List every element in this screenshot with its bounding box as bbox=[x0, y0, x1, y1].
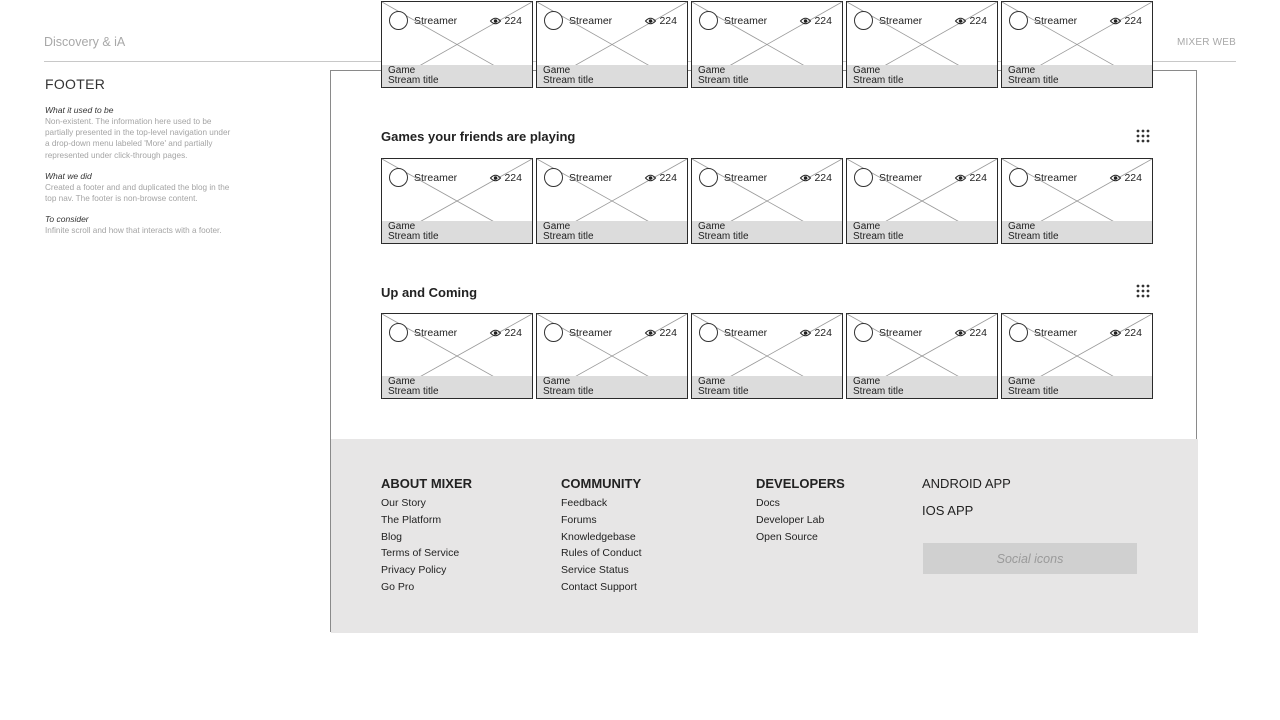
eye-icon bbox=[955, 17, 966, 25]
game-name: Game bbox=[1008, 65, 1036, 76]
footer-link[interactable]: Our Story bbox=[381, 497, 426, 509]
stream-title: Stream title bbox=[388, 75, 439, 86]
stream-title: Stream title bbox=[853, 75, 904, 86]
stream-title: Stream title bbox=[543, 231, 594, 242]
wireframe-viewport bbox=[330, 15, 1197, 632]
streamer-avatar bbox=[544, 11, 563, 30]
grid-view-icon[interactable] bbox=[1136, 129, 1150, 143]
viewer-count-value: 224 bbox=[659, 172, 677, 184]
stream-card[interactable] bbox=[691, 313, 843, 399]
stream-row-partial bbox=[381, 1, 1153, 88]
viewer-count bbox=[490, 327, 522, 339]
section-title-up-and-coming: Up and Coming bbox=[381, 285, 478, 300]
eye-icon bbox=[800, 17, 811, 25]
card-caption bbox=[847, 376, 997, 398]
streamer-avatar bbox=[1009, 11, 1028, 30]
streamer-name: Streamer bbox=[569, 327, 613, 339]
footer-link[interactable]: Rules of Conduct bbox=[561, 547, 642, 560]
game-name: Game bbox=[853, 376, 881, 387]
streamer-avatar bbox=[1009, 323, 1028, 342]
viewer-count-value: 224 bbox=[504, 172, 522, 184]
viewer-count bbox=[645, 15, 677, 27]
streamer-name: Streamer bbox=[569, 15, 613, 27]
game-name: Game bbox=[543, 376, 571, 387]
viewer-count bbox=[1110, 172, 1142, 184]
card-caption bbox=[382, 65, 532, 87]
stream-card[interactable] bbox=[846, 158, 998, 244]
stream-title: Stream title bbox=[388, 386, 439, 397]
footer-column-developers bbox=[756, 476, 845, 545]
stream-card[interactable] bbox=[536, 158, 688, 244]
annotation-panel bbox=[45, 76, 231, 246]
note-changes bbox=[45, 171, 231, 204]
game-name: Game bbox=[853, 221, 881, 232]
note-body: Non-existent. The information here used to be partially presented in the top-level navigation under a drop-down menu labeled 'More' and partially represented under click-through pages. bbox=[45, 117, 231, 160]
streamer-avatar bbox=[699, 323, 718, 342]
stream-title: Stream title bbox=[1008, 386, 1059, 397]
viewer-count bbox=[1110, 327, 1142, 339]
viewer-count-value: 224 bbox=[659, 327, 677, 339]
streamer-name: Streamer bbox=[1034, 327, 1078, 339]
viewer-count bbox=[490, 15, 522, 27]
streamer-avatar bbox=[389, 11, 408, 30]
streamer-name: Streamer bbox=[569, 172, 613, 184]
viewer-count-value: 224 bbox=[969, 15, 987, 27]
note-heading: What it used to be bbox=[45, 105, 114, 115]
annotation-title: FOOTER bbox=[45, 76, 106, 92]
note-heading: To consider bbox=[45, 214, 89, 225]
viewer-count-value: 224 bbox=[814, 172, 832, 184]
eye-icon bbox=[800, 329, 811, 337]
stream-row-friends bbox=[381, 158, 1153, 244]
eye-icon bbox=[490, 174, 501, 182]
eye-icon bbox=[1110, 17, 1121, 25]
stream-card[interactable] bbox=[1001, 313, 1153, 399]
streamer-name: Streamer bbox=[724, 15, 768, 27]
streamer-name: Streamer bbox=[414, 15, 458, 27]
eye-icon bbox=[955, 329, 966, 337]
game-name: Game bbox=[1008, 376, 1036, 387]
stream-card[interactable] bbox=[536, 1, 688, 88]
game-name: Game bbox=[853, 65, 881, 76]
stream-card[interactable] bbox=[846, 1, 998, 88]
streamer-name: Streamer bbox=[414, 327, 458, 339]
stream-title: Stream title bbox=[543, 386, 594, 397]
slide-title: Discovery & iA bbox=[44, 35, 126, 49]
footer-heading: ABOUT MIXER bbox=[381, 476, 472, 491]
viewer-count bbox=[800, 172, 832, 184]
stream-title: Stream title bbox=[853, 386, 904, 397]
viewer-count-value: 224 bbox=[504, 15, 522, 27]
streamer-avatar bbox=[1009, 168, 1028, 187]
eye-icon bbox=[645, 17, 656, 25]
viewer-count-value: 224 bbox=[814, 327, 832, 339]
social-icons-placeholder[interactable]: Social icons bbox=[923, 543, 1137, 574]
streamer-name: Streamer bbox=[879, 327, 923, 339]
game-name: Game bbox=[1008, 221, 1036, 232]
game-name: Game bbox=[388, 65, 416, 76]
viewer-count bbox=[645, 327, 677, 339]
ios-app-link[interactable]: IOS APP bbox=[922, 503, 974, 518]
stream-title: Stream title bbox=[1008, 231, 1059, 242]
stream-card[interactable] bbox=[691, 1, 843, 88]
viewer-count-value: 224 bbox=[504, 327, 522, 339]
footer-heading: DEVELOPERS bbox=[756, 476, 845, 491]
streamer-avatar bbox=[544, 323, 563, 342]
footer-link[interactable]: Privacy Policy bbox=[381, 564, 447, 577]
stream-title: Stream title bbox=[698, 75, 749, 86]
section-title-friends: Games your friends are playing bbox=[381, 129, 576, 144]
android-app-link[interactable]: ANDROID APP bbox=[922, 476, 1011, 491]
stream-title: Stream title bbox=[1008, 75, 1059, 86]
footer-link[interactable]: Blog bbox=[381, 530, 403, 543]
viewer-count bbox=[645, 172, 677, 184]
streamer-name: Streamer bbox=[1034, 15, 1078, 27]
note-body: Created a footer and and duplicated the blog in the top nav. The footer is non-browse content. bbox=[45, 182, 230, 204]
eye-icon bbox=[1110, 329, 1121, 337]
footer-link[interactable]: Terms of Service bbox=[381, 547, 460, 560]
stream-card[interactable] bbox=[381, 158, 533, 244]
note-body: Infinite scroll and how that interacts with a footer. bbox=[45, 226, 222, 236]
viewer-count bbox=[955, 15, 987, 27]
stream-title: Stream title bbox=[698, 231, 749, 242]
viewer-count-value: 224 bbox=[814, 15, 832, 27]
streamer-avatar bbox=[389, 323, 408, 342]
footer-column-about bbox=[381, 476, 472, 596]
viewer-count bbox=[955, 172, 987, 184]
eye-icon bbox=[645, 329, 656, 337]
streamer-avatar bbox=[854, 11, 873, 30]
card-caption bbox=[692, 65, 842, 87]
stream-card[interactable] bbox=[381, 313, 533, 399]
streamer-name: Streamer bbox=[724, 327, 768, 339]
grid-view-icon[interactable] bbox=[1136, 284, 1150, 298]
viewer-count bbox=[800, 327, 832, 339]
note-heading: What we did bbox=[45, 170, 92, 181]
eye-icon bbox=[490, 17, 501, 25]
footer-link[interactable]: Forums bbox=[561, 513, 597, 526]
stream-title: Stream title bbox=[698, 386, 749, 397]
stream-card[interactable] bbox=[691, 158, 843, 244]
viewer-count-value: 224 bbox=[659, 15, 677, 27]
viewer-count bbox=[1110, 15, 1142, 27]
game-name: Game bbox=[543, 221, 571, 232]
game-name: Game bbox=[698, 376, 726, 387]
card-caption bbox=[847, 221, 997, 243]
slide-tag: MIXER WEB bbox=[1176, 37, 1236, 48]
card-caption bbox=[537, 221, 687, 243]
footer-link[interactable]: Service Status bbox=[561, 564, 629, 577]
footer-column-community bbox=[561, 476, 642, 596]
stream-row-up-and-coming bbox=[381, 313, 1153, 399]
footer-link[interactable]: The Platform bbox=[381, 513, 442, 526]
game-name: Game bbox=[698, 65, 726, 76]
stream-card[interactable] bbox=[1001, 158, 1153, 244]
streamer-avatar bbox=[389, 168, 408, 187]
card-caption bbox=[382, 376, 532, 398]
viewer-count bbox=[955, 327, 987, 339]
game-name: Game bbox=[388, 221, 416, 232]
eye-icon bbox=[1110, 174, 1121, 182]
footer-link[interactable]: Go Pro bbox=[381, 580, 415, 593]
streamer-avatar bbox=[699, 168, 718, 187]
viewer-count bbox=[490, 172, 522, 184]
streamer-avatar bbox=[854, 323, 873, 342]
card-caption bbox=[537, 376, 687, 398]
card-caption bbox=[692, 221, 842, 243]
card-caption bbox=[847, 65, 997, 87]
eye-icon bbox=[645, 174, 656, 182]
site-footer bbox=[331, 439, 1198, 633]
card-caption bbox=[1002, 65, 1152, 87]
stream-title: Stream title bbox=[543, 75, 594, 86]
footer-heading: COMMUNITY bbox=[561, 476, 642, 491]
stream-card[interactable] bbox=[1001, 1, 1153, 88]
viewer-count-value: 224 bbox=[1124, 15, 1142, 27]
game-name: Game bbox=[388, 376, 416, 387]
stream-card[interactable] bbox=[536, 313, 688, 399]
footer-link[interactable]: Feedback bbox=[561, 497, 608, 509]
eye-icon bbox=[800, 174, 811, 182]
streamer-name: Streamer bbox=[414, 172, 458, 184]
streamer-name: Streamer bbox=[879, 172, 923, 184]
card-caption bbox=[382, 221, 532, 243]
streamer-avatar bbox=[854, 168, 873, 187]
viewer-count bbox=[800, 15, 832, 27]
stream-card[interactable] bbox=[846, 313, 998, 399]
eye-icon bbox=[490, 329, 501, 337]
footer-link[interactable]: Developer Lab bbox=[756, 513, 825, 526]
card-caption bbox=[1002, 221, 1152, 243]
viewer-count-value: 224 bbox=[969, 327, 987, 339]
streamer-avatar bbox=[544, 168, 563, 187]
stream-title: Stream title bbox=[388, 231, 439, 242]
game-name: Game bbox=[698, 221, 726, 232]
game-name: Game bbox=[543, 65, 571, 76]
footer-link[interactable]: Knowledgebase bbox=[561, 530, 636, 543]
viewer-count-value: 224 bbox=[1124, 172, 1142, 184]
stream-card[interactable] bbox=[381, 1, 533, 88]
eye-icon bbox=[955, 174, 966, 182]
viewer-count-value: 224 bbox=[1124, 327, 1142, 339]
footer-link[interactable]: Contact Support bbox=[561, 580, 637, 593]
card-caption bbox=[1002, 376, 1152, 398]
streamer-name: Streamer bbox=[1034, 172, 1078, 184]
stream-title: Stream title bbox=[853, 231, 904, 242]
streamer-avatar bbox=[699, 11, 718, 30]
streamer-name: Streamer bbox=[724, 172, 768, 184]
note-before bbox=[45, 105, 231, 161]
streamer-name: Streamer bbox=[879, 15, 923, 27]
card-caption bbox=[537, 65, 687, 87]
card-caption bbox=[692, 376, 842, 398]
footer-link[interactable]: Docs bbox=[756, 497, 780, 509]
footer-link[interactable]: Open Source bbox=[756, 530, 818, 543]
viewer-count-value: 224 bbox=[969, 172, 987, 184]
note-consider bbox=[45, 214, 231, 236]
